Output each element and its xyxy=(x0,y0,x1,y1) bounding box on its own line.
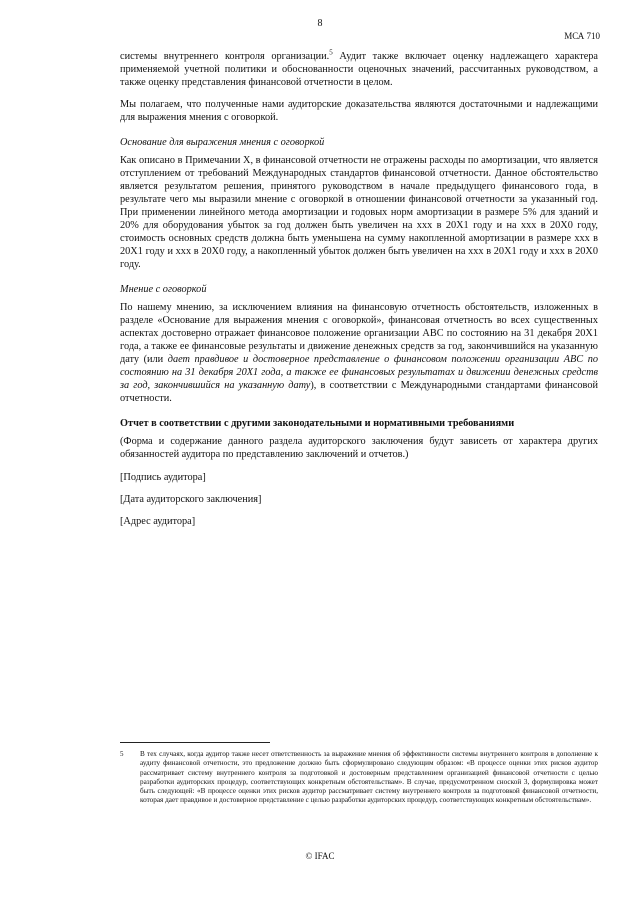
paragraph-text-continued: Аудит также включает оценку надлежащего характера применяемой учетной политики и обоснованности оценочных значений, рассчитанных руководством, а также оценку представления финансовой отчетности в целом. xyxy=(120,51,598,89)
footnote xyxy=(120,750,598,806)
report-date: [Дата аудиторского заключения] xyxy=(120,493,262,505)
auditor-signature: [Подпись аудитора] xyxy=(120,471,206,483)
paragraph-opinion xyxy=(120,301,598,406)
heading-qualified-opinion: Мнение с оговоркой xyxy=(120,284,207,296)
heading-basis-for-qualified-opinion: Основание для выражения мнения с оговоркой xyxy=(120,137,325,149)
footnote-text: В тех случаях, когда аудитор также несет ответственность за выражение мнения об эффективности системы внутреннего контроля в дополнение к аудиту финансовой отчетности, это предложение должно быть сформулировано следующим образом: «В процессе оценки этих рисков аудитор рассматривает систему внутреннего контроля за подготовкой и достоверным представлением организацией финансовой отчетности с целью разработки аудиторских процедур, соответствующих конкретным обстоятельствам». В случае, предусмотренном сноской 3, формулировка может быть следующей: «В процессе оценки этих рисков аудитор рассматривает систему внутреннего контроля за подготовкой финансовой отчетности, которая дает правдивое и достоверное представление с целью разработки аудиторских процедур, соответствующих конкретным обстоятельствам». xyxy=(140,750,598,805)
footnote-divider xyxy=(120,742,270,743)
opinion-text-end: ), в соответствии с Международными стандартами финансовой отчетности. xyxy=(120,380,598,405)
paragraph-audit-scope xyxy=(120,50,598,89)
document-body xyxy=(120,50,598,528)
heading-other-legal-requirements: Отчет в соответствии с другими законодательными и нормативными требованиями xyxy=(120,418,515,430)
footnote-reference: 5 xyxy=(329,48,333,57)
opinion-text-alternative: дает правдивое и достоверное представление о финансовом положении организации ABC по состоянию на 31 декабря 20X1 года, а также ее финансовых результатах и движении денежных средств за год, закончившийся на указанную дату xyxy=(120,353,599,392)
copyright: © IFAC xyxy=(305,851,335,861)
paragraph-basis: Как описано в Примечании X, в финансовой отчетности не отражены расходы по амортизации, что является отступлением от требований Международных стандартов финансовой отчетности. Данное обстоятельство является результатом решения, принятого руководством в начале предыдущего финансового года, в результате чего мы выразили мнение с оговоркой в отношении финансовой отчетности за указанный год. При применении линейного метода амортизации и годовых норм амортизации в размере 5% для зданий и 20% для оборудования убыток за год должен быть увеличен на xxx в 20X1 году и на xxx в 20X0 году, стоимость основных средств должна быть уменьшена на сумму накопленной амортизации в размере xxx в 20X1 году и xxx в 20X0 году, а накопленный убыток должен быть увеличен на xxx в 20X1 году и xxx в 20X0 году. xyxy=(120,154,598,271)
paragraph-other-requirements: (Форма и содержание данного раздела аудиторского заключения будут зависеть от характера других обязанностей аудитора по представлению заключений и отчетов.) xyxy=(120,436,598,461)
opinion-text: По нашему мнению, за исключением влияния на финансовую отчетность обстоятельств, изложенных в разделе «Основание для выражения мнения с оговоркой», финансовая отчетность во всех существенных аспектах достоверно отражает финансовое положение организации ABC по состоянию на 31 декабря 20X1 года, а также ее финансовые результаты и движение денежных средств за год, закончившийся на указанную дату (или xyxy=(120,301,598,365)
footnote-number: 5 xyxy=(120,750,124,758)
paragraph-text: системы внутреннего контроля организации. xyxy=(120,51,330,62)
page-number: 8 xyxy=(317,18,323,29)
document-code: МСА 710 xyxy=(564,31,600,41)
auditor-address: [Адрес аудитора] xyxy=(120,515,196,527)
paragraph-evidence: Мы полагаем, что полученные нами аудиторские доказательства являются достаточными и надлежащими для выражения мнения с оговоркой. xyxy=(120,99,598,124)
